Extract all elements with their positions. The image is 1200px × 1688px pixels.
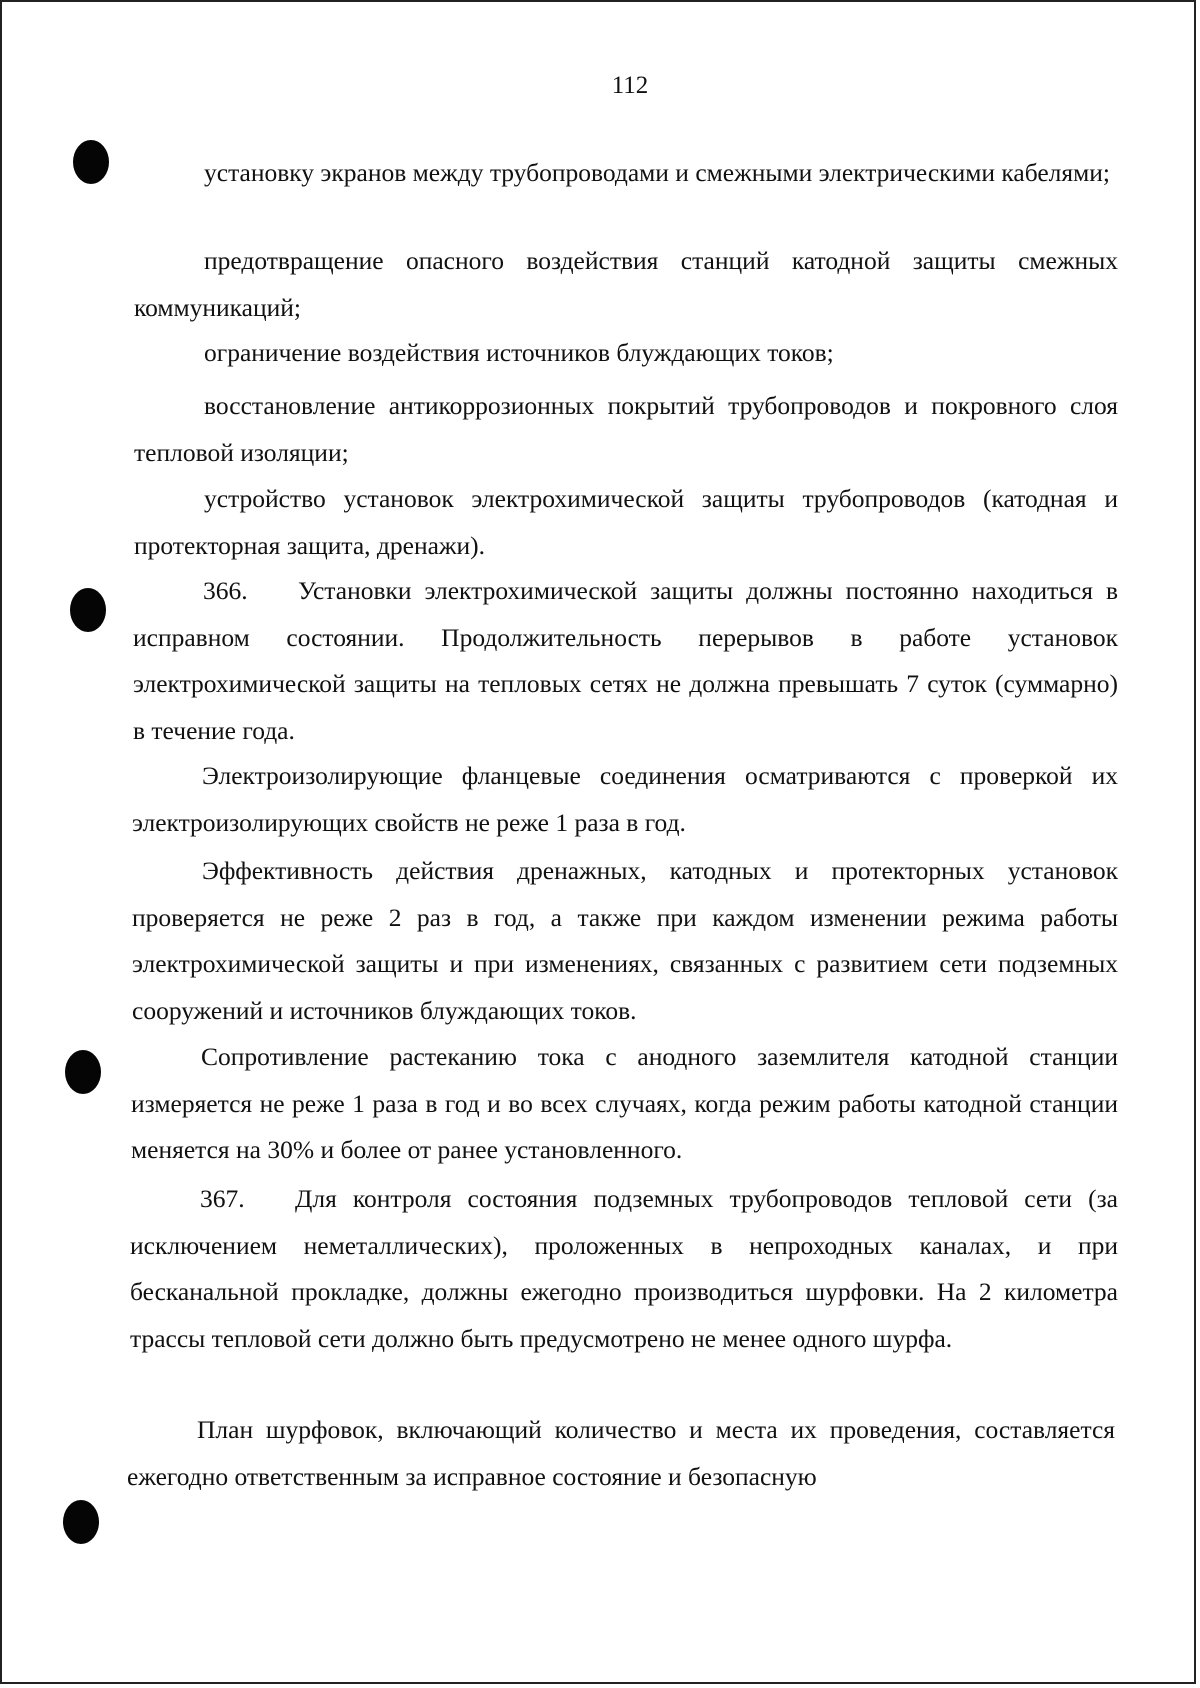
paragraph-cathodic-influence xyxy=(134,238,1118,331)
paragraph-screens xyxy=(134,150,1120,197)
paragraph-drainage-efficiency xyxy=(132,848,1118,1034)
section-body: Для контроля состояния подземных трубопроводов тепловой сети (за исключением неметаллических), проложенных в непроходных каналах, и при бесканальной прокладке, должны ежегодно производиться шурфовки. На 2 километра трассы тепловой сети должно быть предусмотрено не менее одного шурфа. xyxy=(130,1184,1118,1353)
paragraph-text: Сопротивление растеканию тока с анодного заземлителя катодной станции измеряется не реже 1 раза в год и во всех случаях, когда режим работы катодной станции меняется на 30% и более от ранее установленного. xyxy=(131,1042,1118,1164)
page-number: 112 xyxy=(611,72,649,99)
paragraph-text xyxy=(130,1176,1118,1362)
paragraph-text: установку экранов между трубопроводами и смежными электрическими кабелями; xyxy=(204,158,1110,187)
punch-hole-mark xyxy=(65,1050,101,1094)
paragraph-text: ограничение воздействия источников блуждающих токов; xyxy=(204,338,834,367)
paragraph-ecp-installations xyxy=(134,476,1118,569)
paragraph-text: Эффективность действия дренажных, катодных и протекторных установок проверяется не реже 2 раз в год, а также при каждом изменении режима работы электрохимической защиты и при изменениях, связанных с развитием сети подземных сооружений и источников блуждающих токов. xyxy=(132,856,1118,1025)
paragraph-excavation-plan xyxy=(127,1407,1115,1500)
section-number: 366. xyxy=(203,576,248,605)
paragraph-text: устройство установок электрохимической защиты трубопроводов (катодная и протекторная защита, дренажи). xyxy=(134,484,1118,560)
section-366 xyxy=(133,568,1118,754)
section-number: 367. xyxy=(200,1184,245,1213)
paragraph-text: План шурфовок, включающий количество и места их проведения, составляется ежегодно ответственным за исправное состояние и безопасную xyxy=(127,1415,1115,1491)
paragraph-text xyxy=(133,568,1118,754)
paragraph-stray-currents xyxy=(134,330,1118,377)
punch-hole-mark xyxy=(73,140,109,184)
paragraph-flange-connections xyxy=(132,753,1118,846)
section-body: Установки электрохимической защиты должны постоянно находиться в исправном состоянии. Продолжительность перерывов в работе установок электрохимической защиты на тепловых сетях не должна превышать 7 суток (суммарно) в течение года. xyxy=(133,576,1118,745)
section-367 xyxy=(130,1176,1118,1362)
paragraph-text: предотвращение опасного воздействия станций катодной защиты смежных коммуникаций; xyxy=(134,246,1118,322)
paragraph-anode-resistance xyxy=(131,1034,1118,1174)
punch-hole-mark xyxy=(63,1500,99,1544)
paragraph-text: восстановление антикоррозионных покрытий трубопроводов и покровного слоя тепловой изоляции; xyxy=(134,391,1118,467)
paragraph-coating-restoration xyxy=(134,383,1118,476)
punch-hole-mark xyxy=(70,588,106,632)
paragraph-text: Электроизолирующие фланцевые соединения осматриваются с проверкой их электроизолирующих свойств не реже 1 раза в год. xyxy=(132,761,1118,837)
